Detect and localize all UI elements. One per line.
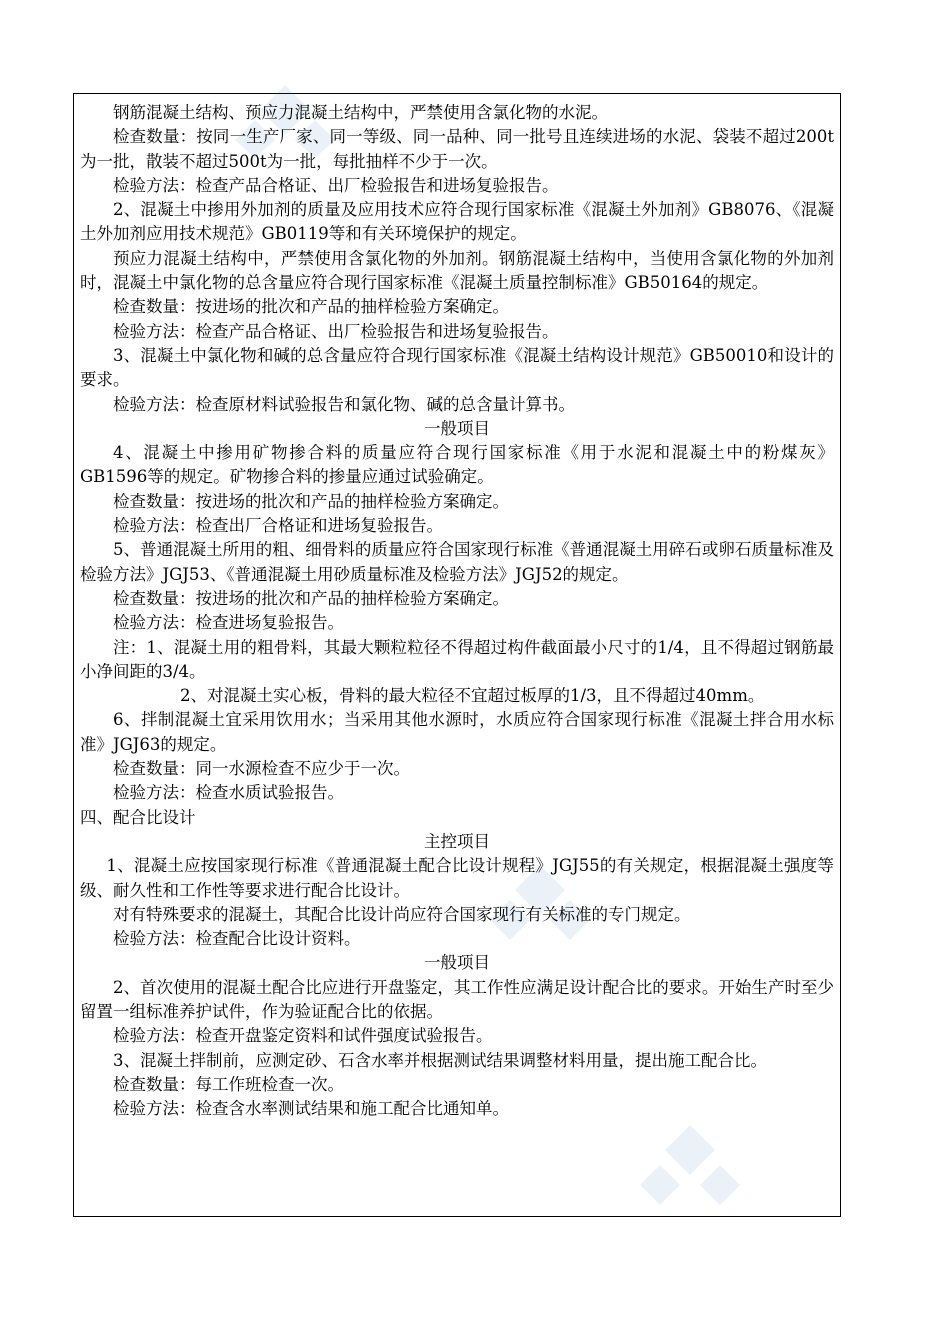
paragraph: 检查数量：按同一生产厂家、同一等级、同一品种、同一批号且连续进场的水泥、袋装不超过200t为一批，散装不超过500t为一批，每批抽样不少于一次。 <box>80 127 834 171</box>
note-paragraph: 注：1、混凝土用的粗骨料，其最大颗粒粒径不得超过构件截面最小尺寸的1/4，且不得超过钢筋最小净间距的3/4。 <box>80 637 834 681</box>
section-heading: 四、配合比设计 <box>80 807 196 827</box>
paragraph: 3、混凝土拌制前，应测定砂、石含水率并根据测试结果调整材料用量，提出施工配合比。 <box>113 1050 767 1070</box>
paragraph: 1、混凝土应按国家现行标准《普通混凝土配合比设计规程》JGJ55的有关规定，根据混凝土强度等级、耐久性和工作性等要求进行配合比设计。 <box>80 856 834 900</box>
paragraph: 检验方法：检查水质试验报告。 <box>113 783 344 803</box>
section-subheading: 一般项目 <box>424 953 490 973</box>
paragraph: 检验方法：检查开盘鉴定资料和试件强度试验报告。 <box>113 1026 493 1046</box>
document-body <box>80 101 834 1121</box>
paragraph: 检验方法：检查产品合格证、出厂检验报告和进场复验报告。 <box>113 175 559 195</box>
paragraph: 6、拌制混凝土宜采用饮用水；当采用其他水源时，水质应符合国家现行标准《混凝土拌合用水标准》JGJ63的规定。 <box>80 710 834 754</box>
section-subheading: 一般项目 <box>424 418 490 438</box>
paragraph: 检查数量：按进场的批次和产品的抽样检验方案确定。 <box>113 491 509 511</box>
section-subheading: 主控项目 <box>424 831 490 851</box>
paragraph: 2、混凝土中掺用外加剂的质量及应用技术应符合现行国家标准《混凝土外加剂》GB8076、《混凝土外加剂应用技术规范》GB0119等和有关环境保护的规定。 <box>80 200 834 244</box>
paragraph: 检查数量：同一水源检查不应少于一次。 <box>113 759 410 779</box>
paragraph: 检验方法：检查配合比设计资料。 <box>113 929 361 949</box>
paragraph: 预应力混凝土结构中，严禁使用含氯化物的外加剂。钢筋混凝土结构中，当使用含氯化物的外加剂时，混凝土中氯化物的总含量应符合现行国家标准《混凝土质量控制标准》GB50164的规定。 <box>80 248 834 293</box>
paragraph: 检验方法：检查含水率测试结果和施工配合比通知单。 <box>113 1099 509 1119</box>
paragraph: 检验方法：检查进场复验报告。 <box>113 613 344 633</box>
paragraph: 2、首次使用的混凝土配合比应进行开盘鉴定，其工作性应满足设计配合比的要求。开始生产时至少留置一组标准养护试件，作为验证配合比的依据。 <box>80 977 834 1021</box>
paragraph: 检验方法：检查出厂合格证和进场复验报告。 <box>113 516 443 536</box>
paragraph: 3、混凝土中氯化物和碱的总含量应符合现行国家标准《混凝土结构设计规范》GB50010和设计的要求。 <box>80 345 834 390</box>
paragraph: 对有特殊要求的混凝土，其配合比设计尚应符合国家现行有关标准的专门规定。 <box>113 904 691 924</box>
paragraph: 钢筋混凝土结构、预应力混凝土结构中，严禁使用含氯化物的水泥。 <box>113 103 608 122</box>
paragraph: 检查数量：按进场的批次和产品的抽样检验方案确定。 <box>113 297 509 317</box>
note-paragraph: 2、对混凝土实心板，骨料的最大粒径不宜超过板厚的1/3，且不得超过40mm。 <box>180 686 765 706</box>
paragraph: 4、混凝土中掺用矿物掺合料的质量应符合现行国家标准《用于水泥和混凝土中的粉煤灰》GB1596等的规定。矿物掺合料的掺量应通过试验确定。 <box>80 443 834 487</box>
paragraph: 5、普通混凝土所用的粗、细骨料的质量应符合国家现行标准《普通混凝土用碎石或卵石质量标准及检验方法》JGJ53、《普通混凝土用砂质量标准及检验方法》JGJ52的规定。 <box>80 540 834 584</box>
paragraph: 检查数量：每工作班检查一次。 <box>113 1074 344 1094</box>
watermark-logo-icon <box>620 1120 760 1220</box>
paragraph: 检验方法：检查原材料试验报告和氯化物、碱的总含量计算书。 <box>113 394 575 414</box>
paragraph: 检查数量：按进场的批次和产品的抽样检验方案确定。 <box>113 588 509 608</box>
paragraph: 检验方法：检查产品合格证、出厂检验报告和进场复验报告。 <box>113 321 559 341</box>
